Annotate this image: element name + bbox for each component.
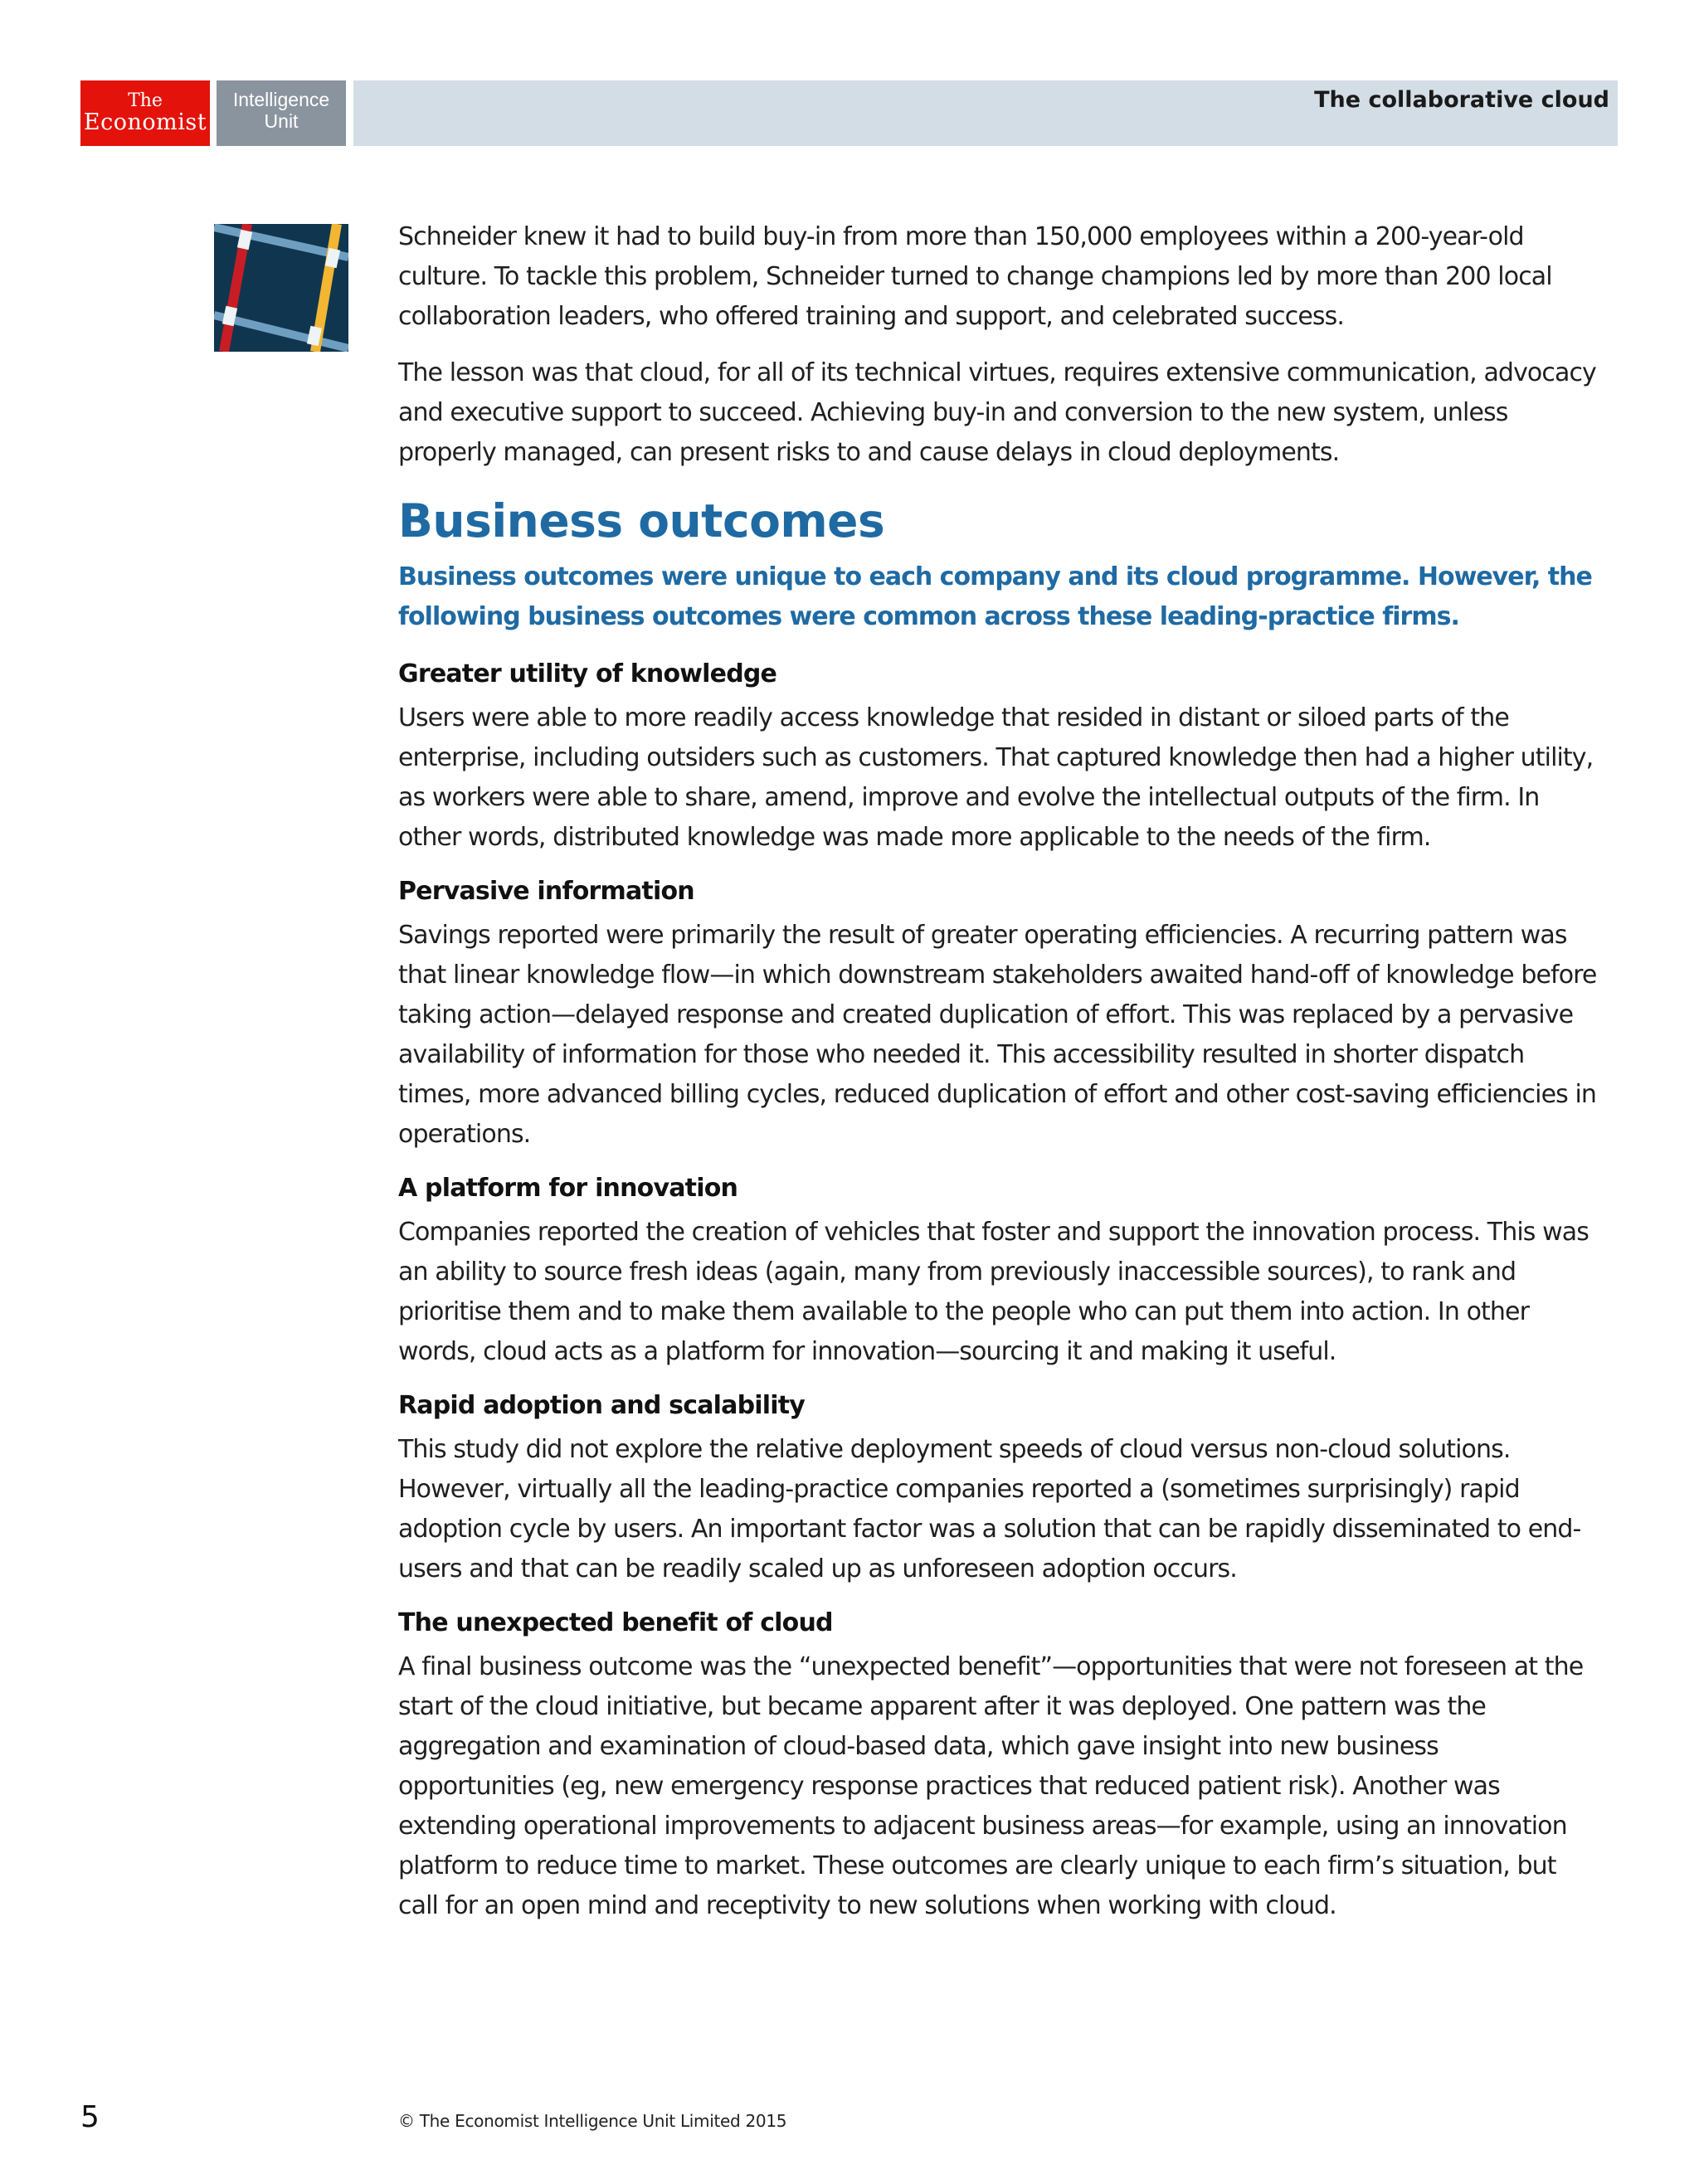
article-body bbox=[398, 217, 1601, 1943]
subsection-text: Users were able to more readily access knowledge that resided in distant or siloed parts of the enterprise, including outsiders such as customers. That captured knowledge then had a higher utility, as workers were able to share, amend, improve and evolve the intellectual outputs of the firm. In other words, distributed knowledge was made more applicable to the needs of the firm. bbox=[398, 703, 1594, 852]
subsection-heading: Pervasive information bbox=[398, 877, 694, 906]
copyright-notice: © The Economist Intelligence Unit Limited 2015 bbox=[398, 2111, 787, 2131]
standfirst: Business outcomes were unique to each company and its cloud programme. However, the following business outcomes were common across these leading-practice firms. bbox=[398, 562, 1592, 631]
page-number: 5 bbox=[80, 2100, 100, 2134]
intro-paragraph: Schneider knew it had to build buy-in from more than 150,000 employees within a 200-year-old culture. To tackle this problem, Schneider turned to change champions led by more than 200 local collaboration leaders, who offered training and support, and celebrated success. bbox=[398, 222, 1552, 331]
eiu-logo-line1: Intelligence bbox=[232, 89, 330, 110]
section-title: Business outcomes bbox=[398, 494, 885, 547]
intro-paragraph: The lesson was that cloud, for all of its technical virtues, requires extensive communication, advocacy and executive support to succeed. Achieving buy-in and conversion to the new system, unless properly managed, can present risks to and cause delays in cloud deployments. bbox=[398, 358, 1596, 467]
header-bar bbox=[353, 80, 1618, 146]
subsection-text: A final business outcome was the “unexpected benefit”—opportunities that were not foreseen at the start of the cloud initiative, but became apparent after it was deployed. One pattern was the aggregation and examination of cloud-based data, which gave insight into new business opportunities (eg, new emergency response practices that reduced patient risk). Another was extending operational improvements to adjacent business areas—for example, using an innovation platform to reduce time to market. These outcomes are clearly unique to each firm’s situation, but call for an open mind and receptivity to new solutions when working with cloud. bbox=[398, 1652, 1584, 1920]
report-title: The collaborative cloud bbox=[1314, 87, 1609, 113]
eiu-logo-line2: Unit bbox=[264, 110, 299, 132]
economist-logo bbox=[80, 80, 210, 146]
subsection-heading: The unexpected benefit of cloud bbox=[398, 1608, 833, 1637]
network-lines-icon bbox=[214, 224, 348, 352]
subsection-heading: A platform for innovation bbox=[398, 1174, 738, 1203]
economist-logo-line1: The bbox=[128, 90, 163, 111]
eiu-logo bbox=[217, 80, 346, 146]
cloud-network-illustration bbox=[214, 224, 348, 352]
subsection-text: Companies reported the creation of vehicles that foster and support the innovation process. This was an ability to source fresh ideas (again, many from previously inaccessible sources), to rank and prioritise them and to make them available to the people who can put them into action. In other words, cloud acts as a platform for innovation—sourcing it and making it useful. bbox=[398, 1218, 1589, 1366]
subsection-heading: Rapid adoption and scalability bbox=[398, 1391, 806, 1420]
subsection-heading: Greater utility of knowledge bbox=[398, 659, 777, 688]
subsection-text: This study did not explore the relative deployment speeds of cloud versus non-cloud solutions. However, virtually all the leading-practice companies reported a (sometimes surprisingly) rapid adoption cycle by users. An important factor was a solution that can be rapidly disseminated to end-users and that can be readily scaled up as unforeseen adoption occurs. bbox=[398, 1435, 1581, 1583]
page-header bbox=[80, 80, 1618, 146]
economist-logo-line2: Economist bbox=[83, 109, 207, 135]
subsection-text: Savings reported were primarily the result of greater operating efficiencies. A recurring pattern was that linear knowledge flow—in which downstream stakeholders awaited hand-off of knowledge before taking action—delayed response and created duplication of effort. This was replaced by a pervasive availability of information for those who needed it. This accessibility resulted in shorter dispatch times, more advanced billing cycles, reduced duplication of effort and other cost-saving efficiencies in operations. bbox=[398, 921, 1597, 1149]
